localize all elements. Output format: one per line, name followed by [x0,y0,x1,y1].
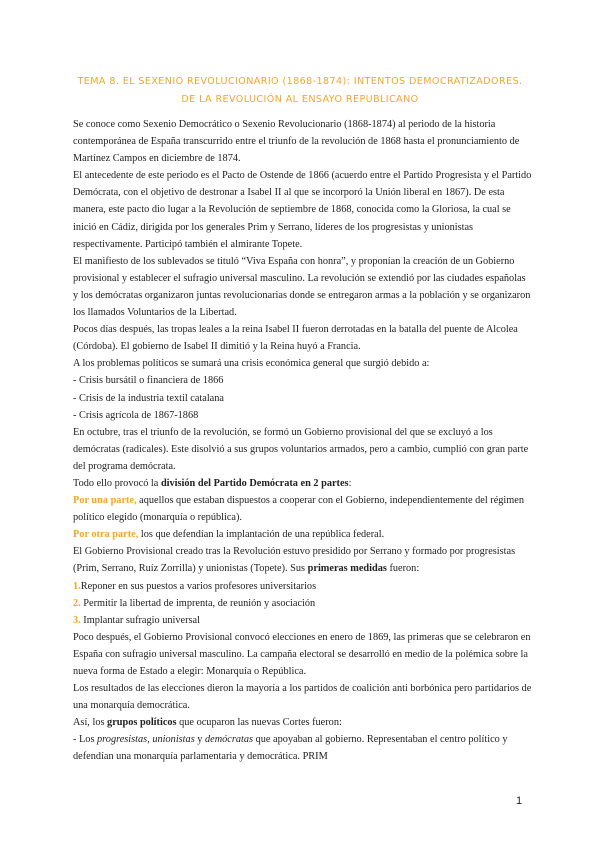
highlight-por-otra-parte: Por otra parte, [73,529,139,541]
italic-democratas: demócratas [205,734,254,746]
paragraph-division: Todo ello provocó la división del Partido Demócrata en 2 partes: [73,477,352,489]
paragraph-primeras-medidas: El Gobierno Provisional creado tras la Revolución estuvo presidido por Serrano y formado por progresistas (Prim, Serrano, Ruíz Zorrilla) y unionistas (Topete). Sus primeras medidas fueron: [73,546,516,575]
paragraph-crisis-intro: A los problemas políticos se sumará una crisis económica general que surgió debido a: [73,358,430,370]
paragraph-alcolea: Pocos días después, las tropas leales a la reina Isabel II fueron derrotadas en la batalla del puente de Alcolea (Córdoba). El gobierno de Isabel II dimitió y la Reina huyó a Francia. [73,324,518,353]
paragraph-intro: Se conoce como Sexenio Democrático o Sexenio Revolucionario (1868-1874) al periodo de la historia contemporánea de España transcurrido entre el triunfo de la revolución de 1868 hasta el pronunciamiento de Martínez Campos en diciembre de 1874. [73,119,520,165]
highlight-por-una-parte: Por una parte, [73,495,137,507]
list-item-crisis: - Crisis agrícola de 1867-1868 [73,409,199,421]
paragraph-resultados: Los resultados de las elecciones dieron la mayoría a los partidos de coalición anti borbónica pero partidarios de una monarquía democrática. [73,683,532,712]
italic-progresistas: progresistas [97,734,148,746]
list-item-medida: 3. Implantar sufragio universal [73,614,200,626]
list-item-medida: 2. Permitir la libertad de imprenta, de reunión y asociación [73,597,316,609]
list-item-medida: 1.Reponer en sus puestos a varios profesores universitarios [73,580,317,592]
bold-primeras-medidas: primeras medidas [307,563,387,575]
italic-unionistas: unionistas [152,734,195,746]
paragraph-elecciones: Poco después, el Gobierno Provisional convocó elecciones en enero de 1869, las primeras que se celebraron en España con sufragio universal masculino. La campaña electoral se desarrolló en medio de la polémica sobre la nueva forma de Estado a elegir: Monarquía o República. [73,631,531,677]
paragraph-gobierno-provisional: En octubre, tras el triunfo de la revolución, se formó un Gobierno provisional del que se excluyó a los demócratas (radicales). Este disolvió a sus grupos voluntarios armados, pero a cambio, cumplió con gran parte del programa demócrata. [73,426,529,472]
paragraph-por-otra-parte: Por otra parte, los que defendían la implantación de una república federal. [73,529,385,541]
document-body [73,116,533,766]
bold-division: división del Partido Demócrata en 2 partes [160,477,349,489]
list-number: 3. [73,614,81,626]
document-title: TEMA 8. EL SEXENIO REVOLUCIONARIO (1868-1874): INTENTOS DEMOCRATIZADORES. DE LA REVOLUCIÓN AL ENSAYO REPUBLICANO [77,76,523,105]
paragraph-antecedente: El antecedente de este periodo es el Pacto de Ostende de 1866 (acuerdo entre el Partido Progresista y el Partido Demócrata, con el objetivo de destronar a Isabel II al que se incorporó la Unión liberal en 1867). De esta manera, este pacto dio lugar a la Revolución de septiembre de 1868, conocida como la Gloriosa, la cual se inició en Cádiz, dirigida por los generales Prim y Serrano, líderes de los progresistas y unionistas respectivamente. Participó también el almirante Topete. [73,170,532,250]
list-number: 1. [73,580,81,592]
paragraph-grupos-politicos: Así, los grupos políticos que ocuparon las nuevas Cortes fueron: [73,717,342,729]
paragraph-progresistas: - Los progresistas, unionistas y demócratas que apoyaban al gobierno. Representaban el centro político y defendían una monarquía parlamentaria y democrática. PRIM [73,734,508,763]
bold-grupos-politicos: grupos políticos [107,717,177,729]
list-number: 2. [73,597,81,609]
list-item-crisis: - Crisis bursátil o financiera de 1866 [73,375,224,387]
paragraph-manifiesto: El manifiesto de los sublevados se tituló “Viva España con honra”, y proponían la creación de un Gobierno provisional y establecer el sufragio universal masculino. La revolución se extendió por las ciudades españolas y los demócratas organizaron juntas revolucionarias donde se entregaron armas a la población y se organizaron los llamados Voluntarios de la Libertad. [73,255,531,319]
list-item-crisis: - Crisis de la industria textil catalana [73,392,224,404]
page-number: 1 [516,795,523,807]
paragraph-por-una-parte: Por una parte, aquellos que estaban dispuestos a cooperar con el Gobierno, independientemente del régimen político elegido (monarquía o república). [73,495,525,524]
